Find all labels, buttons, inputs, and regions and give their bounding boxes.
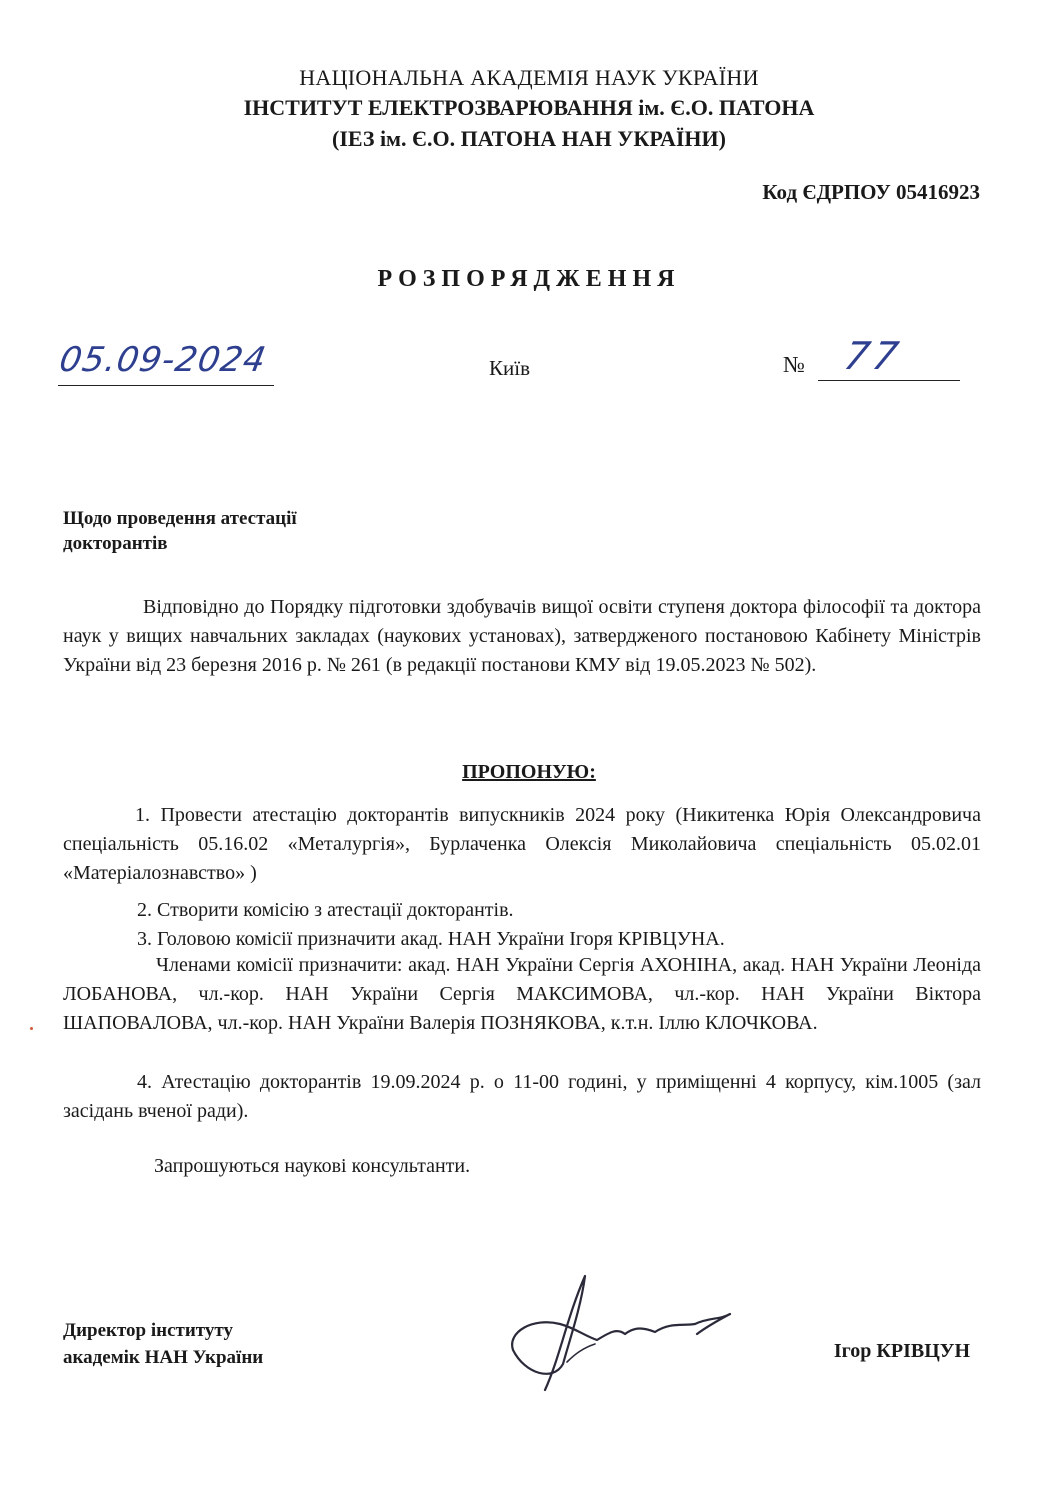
commission-members: Членами комісії призначити: акад. НАН України Сергія АХОНІНА, акад. НАН України Леоніда ЛОБАНОВА, чл.-кор. НАН України Сергія МАКСИМОВА, чл.-кор. НАН України Віктора ШАПОВАЛОВА, чл.-кор. НАН України Валерія ПОЗНЯКОВА, к.т.н. Іллю КЛОЧКОВА.	[63, 954, 981, 1034]
signatory-name: Ігор КРІВЦУН	[833, 1340, 970, 1362]
propose-heading: ПРОПОНУЮ:	[462, 761, 596, 783]
signatory-title	[63, 1317, 263, 1371]
scan-speck	[30, 1027, 33, 1030]
handwritten-number: 77	[840, 334, 907, 378]
item-4: 4. Атестацію докторантів 19.09.2024 р. о 11-00 годині, у приміщенні 4 корпусу, кім.1005 (зал засідань вченої ради).	[63, 1071, 981, 1122]
handwritten-signature	[505, 1262, 745, 1402]
item-1: 1. Провести атестацію докторантів випускників 2024 року (Никитенка Юрія Олександровича спеціальність 05.16.02 «Металургія», Бурлаченка Олексія Миколайовича спеціальність 05.02.01 «Матеріалознавство» )	[63, 804, 981, 884]
item-3: 3. Головою комісії призначити акад. НАН України Ігоря КРІВЦУНА.	[137, 928, 725, 950]
intro-paragraph: Відповідно до Порядку підготовки здобувачів вищої освіти ступеня доктора філософії та доктора наук у вищих навчальних закладах (наукових установах), затвердженого постановою Кабінету Міністрів України від 23 березня 2016 р. № 261 (в редакції постанови КМУ від 19.05.2023 № 502).	[63, 596, 981, 676]
number-sign: №	[783, 352, 805, 377]
item-2: 2. Створити комісію з атестації докторантів.	[137, 899, 514, 921]
handwritten-date: 05.09-2024	[56, 340, 270, 380]
date-underline	[58, 385, 274, 386]
city: Київ	[489, 356, 530, 380]
signatory-title-line-2: академік НАН України	[63, 1347, 264, 1368]
edrpou-code: Код ЄДРПОУ 05416923	[762, 180, 980, 204]
institute-abbreviation: (ІЕЗ ім. Є.О. ПАТОНА НАН УКРАЇНИ)	[332, 126, 726, 151]
institute-name: ІНСТИТУТ ЕЛЕКТРОЗВАРЮВАННЯ ім. Є.О. ПАТОНА	[243, 95, 815, 120]
subject-heading	[63, 506, 297, 556]
academy-name: НАЦІОНАЛЬНА АКАДЕМІЯ НАУК УКРАЇНИ	[299, 65, 759, 90]
invite-line: Запрошуються наукові консультанти.	[154, 1155, 471, 1177]
subject-line-1: Щодо проведення атестації	[63, 508, 297, 529]
document-title: РОЗПОРЯДЖЕННЯ	[377, 266, 681, 292]
subject-line-2: докторантів	[63, 533, 168, 554]
signatory-title-line-1: Директор інституту	[63, 1320, 233, 1341]
number-underline	[818, 380, 960, 381]
